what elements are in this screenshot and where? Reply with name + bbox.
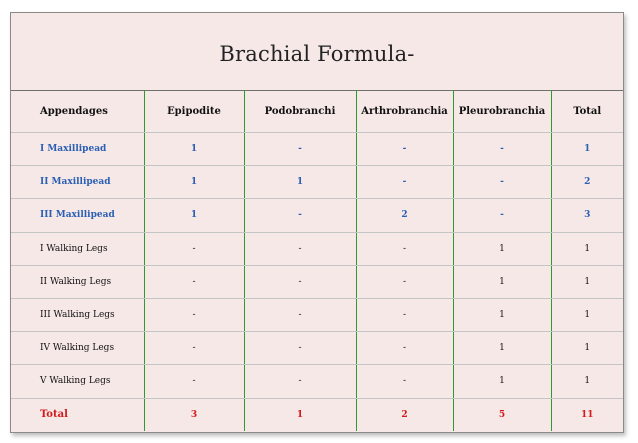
header-podobranchi: Podobranchi [244,90,356,133]
podobranchi-cell: - [244,232,356,265]
epipodite-cell: - [144,298,244,331]
appendage-cell: V Walking Legs [11,365,144,398]
epipodite-cell: - [144,265,244,298]
epipodite-cell: 1 [144,199,244,232]
total-cell: 11 [551,398,623,431]
arthrobranchia-cell: - [356,365,453,398]
table-row [11,365,623,398]
pleurobranchia-cell: 1 [453,232,551,265]
total-cell: 1 [551,332,623,365]
table-row [11,232,623,265]
table-row [11,265,623,298]
podobranchi-cell: - [244,365,356,398]
podobranchi-cell: - [244,133,356,166]
total-cell: 1 [551,365,623,398]
podobranchi-cell: 1 [244,166,356,199]
header-pleurobranchia: Pleurobranchia [453,90,551,133]
pleurobranchia-cell: - [453,166,551,199]
header-row [11,90,623,133]
appendage-cell: IV Walking Legs [11,332,144,365]
appendage-cell: II Maxillipead [11,166,144,199]
podobranchi-cell: - [244,199,356,232]
pleurobranchia-cell: 5 [453,398,551,431]
appendage-cell: Total [40,409,68,421]
epipodite-cell: - [144,332,244,365]
total-cell: 1 [551,265,623,298]
total-cell: 1 [551,298,623,331]
podobranchi-cell: - [244,332,356,365]
formula-table [11,90,623,431]
header-total: Total [551,90,623,133]
epipodite-cell: - [144,232,244,265]
table-row [11,298,623,331]
arthrobranchia-cell: 2 [356,398,453,431]
pleurobranchia-cell: 1 [453,332,551,365]
epipodite-cell: - [144,365,244,398]
header-arthrobranchia: Arthrobranchia [356,90,453,133]
title-band [11,13,623,91]
arthrobranchia-cell: - [356,133,453,166]
arthrobranchia-cell: - [356,298,453,331]
total-cell: 1 [551,232,623,265]
total-cell: 1 [551,133,623,166]
epipodite-cell: 1 [144,133,244,166]
table-row [11,166,623,199]
appendage-cell: I Walking Legs [11,232,144,265]
table-row [11,133,623,166]
total-cell: 3 [551,199,623,232]
pleurobranchia-cell: 1 [453,298,551,331]
arthrobranchia-cell: - [356,265,453,298]
podobranchi-cell: 1 [244,398,356,431]
epipodite-cell: 3 [144,398,244,431]
pleurobranchia-cell: 1 [453,265,551,298]
formula-body [11,133,623,431]
formula-card [10,12,624,433]
pleurobranchia-cell: 1 [453,365,551,398]
appendage-cell: I Maxillipead [11,133,144,166]
podobranchi-cell: - [244,298,356,331]
arthrobranchia-cell: - [356,332,453,365]
header-epipodite: Epipodite [144,90,244,133]
appendage-cell: III Maxillipead [11,199,144,232]
arthrobranchia-cell: 2 [356,199,453,232]
pleurobranchia-cell: - [453,133,551,166]
table-row [11,332,623,365]
table-row [11,199,623,232]
appendage-cell: III Walking Legs [11,298,144,331]
epipodite-cell: 1 [144,166,244,199]
arthrobranchia-cell: - [356,232,453,265]
appendage-cell: II Walking Legs [11,265,144,298]
podobranchi-cell: - [244,265,356,298]
page-title: Brachial Formula- [219,41,415,66]
pleurobranchia-cell: - [453,199,551,232]
total-row [11,398,623,431]
arthrobranchia-cell: - [356,166,453,199]
total-cell: 2 [551,166,623,199]
header-appendages: Appendages [11,90,144,133]
